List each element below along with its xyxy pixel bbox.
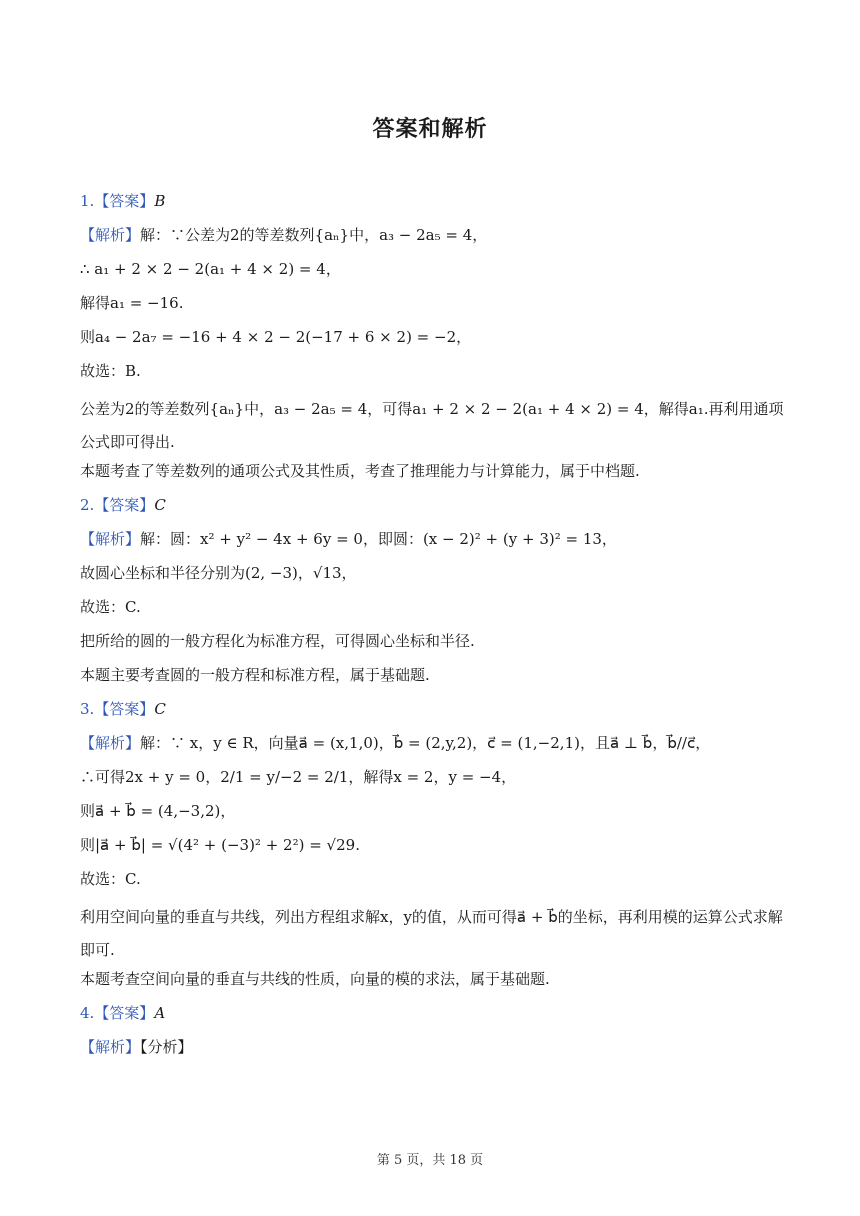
section-label: 【解析】 — [80, 226, 141, 244]
text-line — [80, 459, 784, 493]
page-title: 答案和解析 — [372, 117, 488, 142]
text-line — [80, 663, 784, 697]
answer-letter: C — [154, 700, 166, 718]
answer-letter: C — [154, 496, 166, 514]
line-text: 利用空间向量的垂直与共线，列出方程组求解x，y的值，从而可得a⃗ + b⃗的坐标，再利用模的运算公式求解即可. — [80, 908, 783, 959]
line-text: 【分析】 — [140, 1038, 193, 1056]
section-label: 【解析】 — [80, 530, 141, 548]
line-text: ∴可得2x + y = 0，2/1 = y/−2 = 2/1，解得x = 2，y = −4， — [80, 768, 517, 786]
text-line — [80, 223, 784, 257]
text-line — [80, 901, 784, 967]
line-text: 本题考查了等差数列的通项公式及其性质，考查了推理能力与计算能力，属于中档题. — [80, 462, 640, 480]
text-line — [80, 359, 784, 393]
text-line — [80, 493, 784, 527]
text-line — [80, 967, 784, 1001]
section-label: 1.【答案】 — [80, 192, 155, 210]
line-text: 则a⃗ + b⃗ = (4,−3,2)， — [80, 802, 236, 820]
text-line — [80, 765, 784, 799]
line-text: 故选：B. — [80, 362, 141, 380]
line-text: 解：∵公差为2的等差数列{aₙ}中，a₃ − 2a₅ = 4， — [140, 226, 488, 244]
text-line — [80, 833, 784, 867]
page-footer: 第 5 页，共 18 页 — [376, 1153, 484, 1168]
text-line — [80, 527, 784, 561]
line-text: 故选：C. — [80, 870, 141, 888]
line-text: 公差为2的等差数列{aₙ}中，a₃ − 2a₅ = 4，可得a₁ + 2 × 2 − 2(a₁ + 4 × 2) = 4，解得a₁.再利用通项公式即可得出. — [80, 400, 784, 451]
answer-letter: A — [154, 1004, 166, 1022]
text-line — [80, 629, 784, 663]
line-text: 则|a⃗ + b⃗| = √(4² + (−3)² + 2²) = √29. — [80, 836, 360, 854]
text-line — [80, 325, 784, 359]
line-text: 则a₄ − 2a₇ = −16 + 4 × 2 − 2(−17 + 6 × 2) = −2， — [80, 328, 472, 346]
section-label: 【解析】 — [80, 1038, 141, 1056]
text-line — [80, 257, 784, 291]
text-line — [80, 561, 784, 595]
answer-letter: B — [154, 192, 166, 210]
line-text: 解得a₁ = −16. — [80, 294, 184, 312]
text-line — [80, 799, 784, 833]
text-line — [80, 1001, 784, 1035]
solution-content — [80, 189, 784, 1069]
line-text: 故圆心坐标和半径分别为(2, −3)，√13， — [80, 564, 357, 582]
text-line — [80, 1035, 784, 1069]
section-label: 2.【答案】 — [80, 496, 155, 514]
text-line — [80, 867, 784, 901]
section-label: 【解析】 — [80, 734, 141, 752]
text-line — [80, 731, 784, 765]
text-line — [80, 189, 784, 223]
section-label: 3.【答案】 — [80, 700, 155, 718]
text-line — [80, 697, 784, 731]
line-text: 解：∵ x，y ∈ R，向量a⃗ = (x,1,0)，b⃗ = (2,y,2)，c⃗ = (1,−2,1)，且a⃗ ⊥ b⃗，b⃗//c⃗， — [140, 734, 711, 752]
line-text: 把所给的圆的一般方程化为标准方程，可得圆心坐标和半径. — [80, 632, 475, 650]
text-line — [80, 291, 784, 325]
text-line — [80, 595, 784, 629]
line-text: 本题主要考查圆的一般方程和标准方程，属于基础题. — [80, 666, 430, 684]
line-text: ∴ a₁ + 2 × 2 − 2(a₁ + 4 × 2) = 4， — [80, 260, 341, 278]
line-text: 本题考查空间向量的垂直与共线的性质，向量的模的求法，属于基础题. — [80, 970, 550, 988]
line-text: 解：圆：x² + y² − 4x + 6y = 0，即圆：(x − 2)² + (y + 3)² = 13， — [140, 530, 617, 548]
line-text: 故选：C. — [80, 598, 141, 616]
section-label: 4.【答案】 — [80, 1004, 155, 1022]
text-line — [80, 393, 784, 459]
